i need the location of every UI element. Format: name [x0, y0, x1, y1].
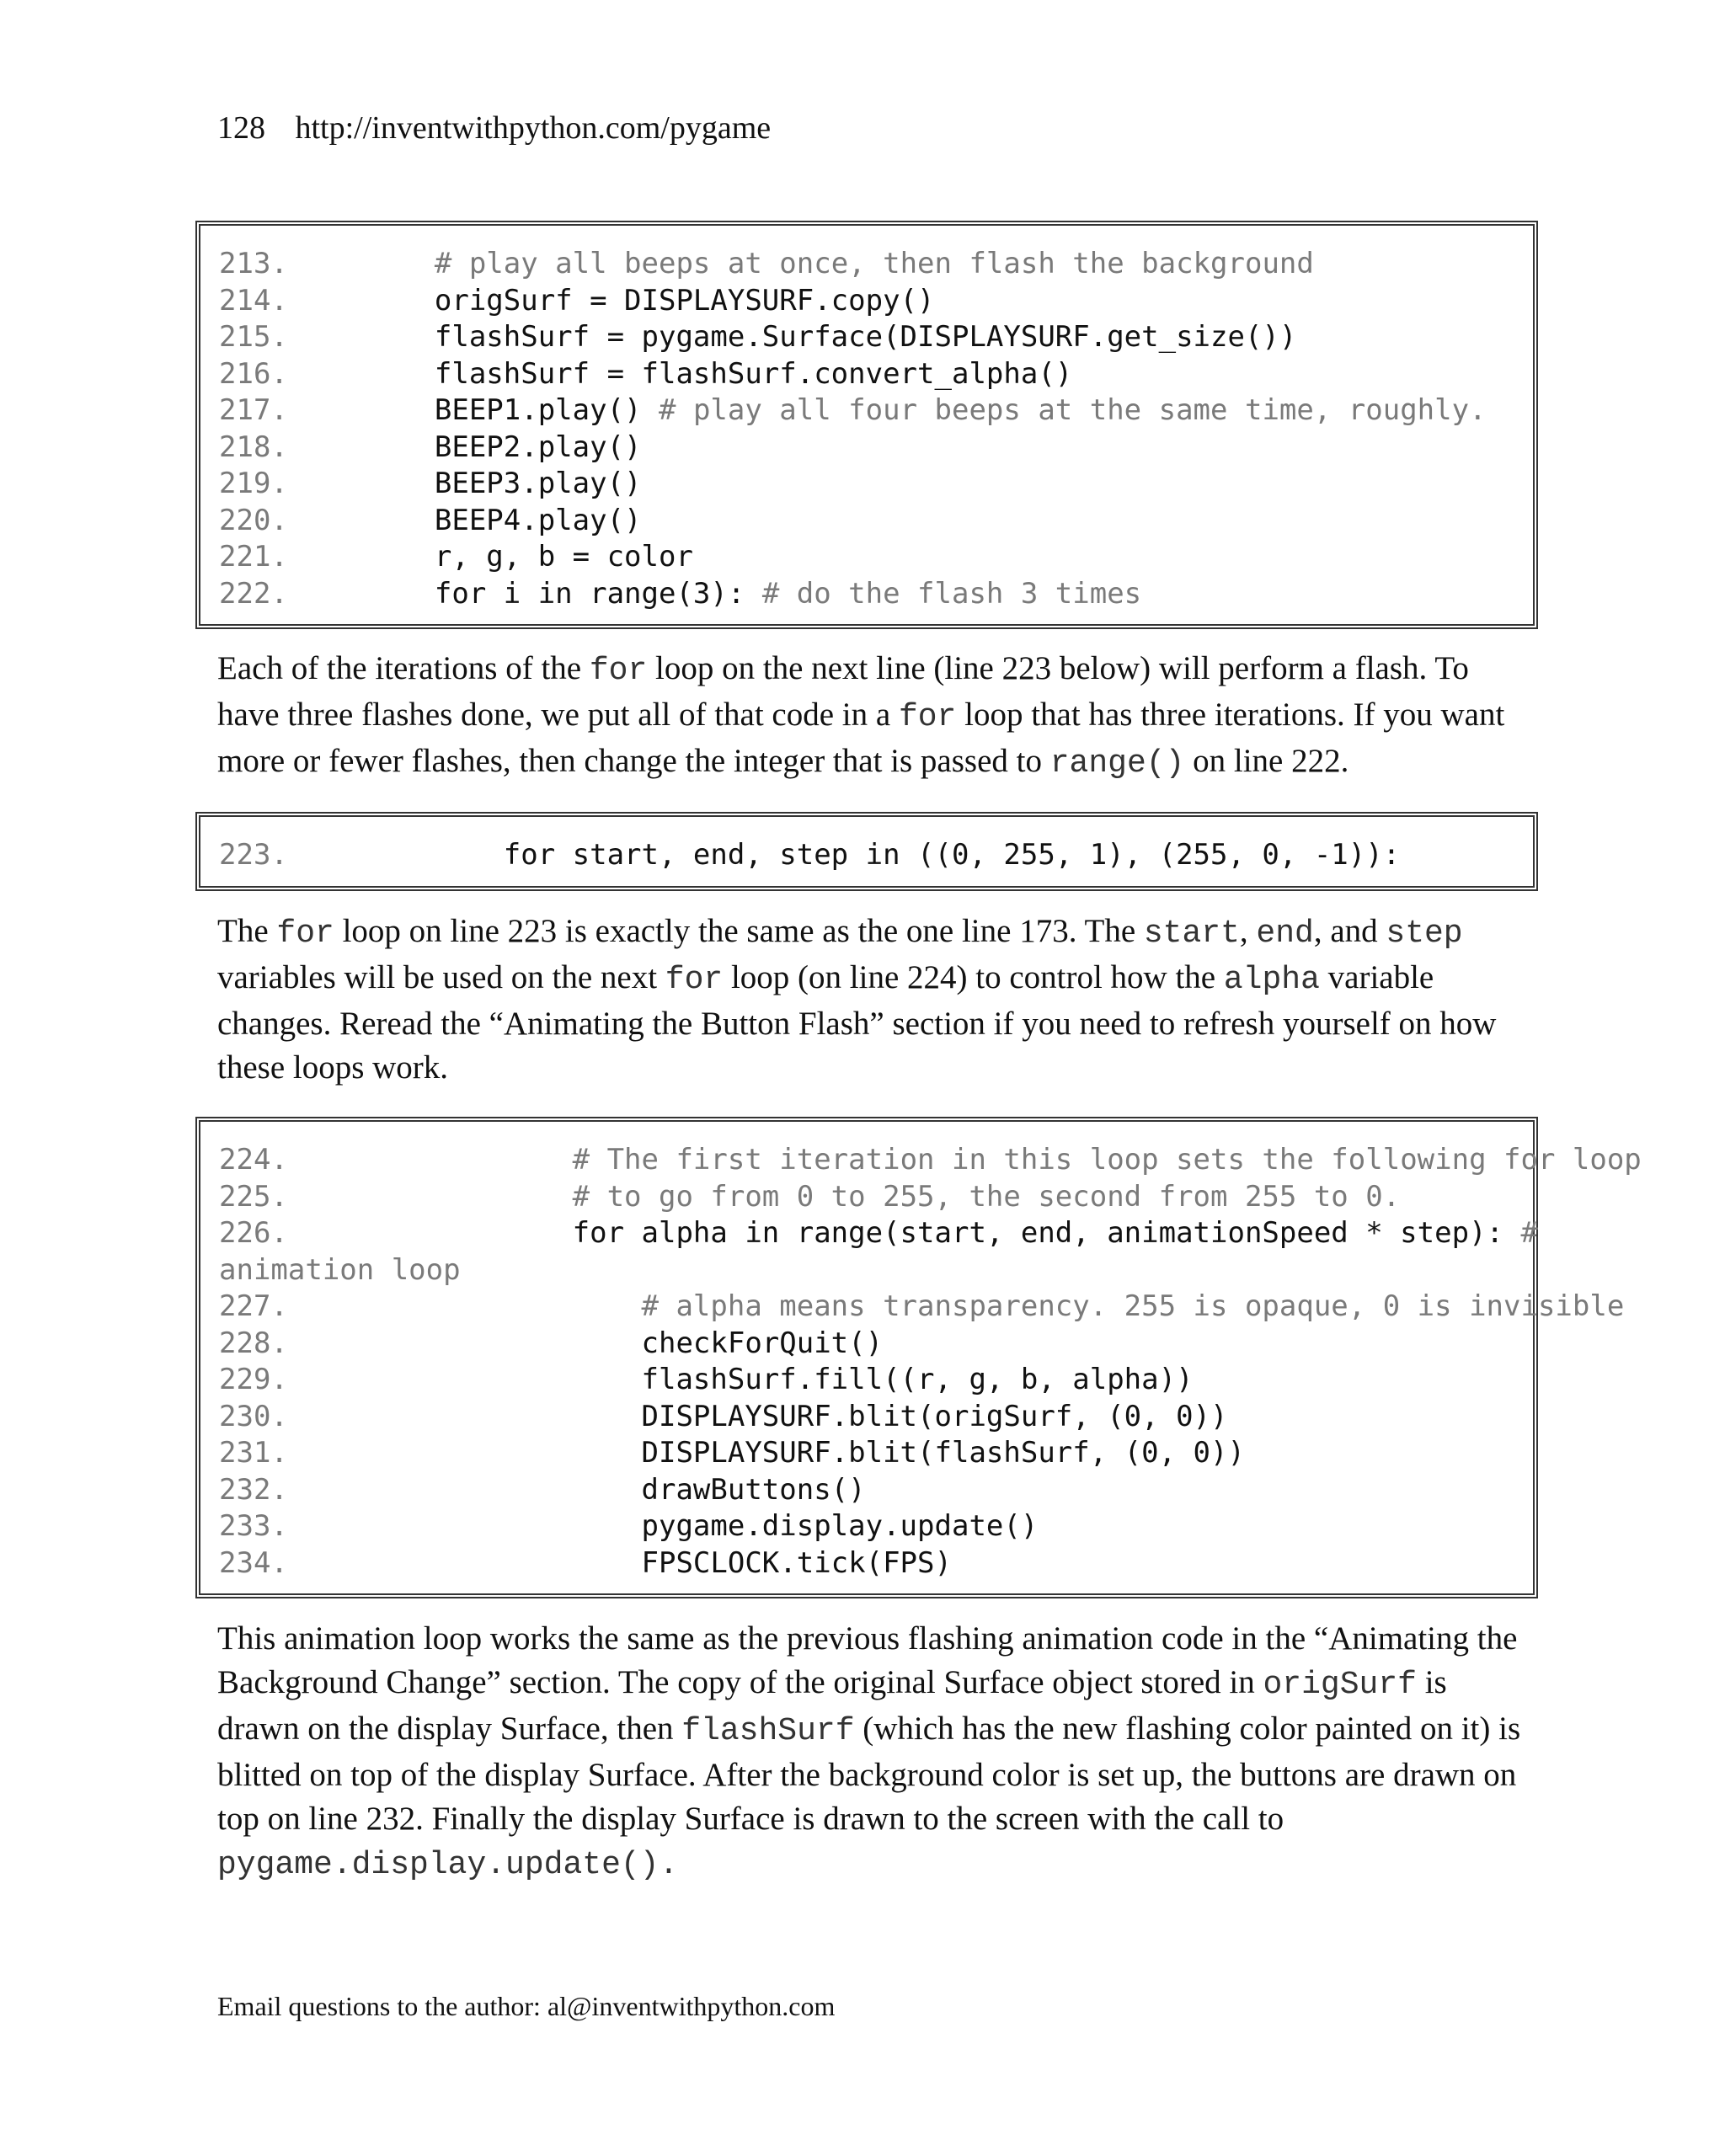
code-line: [219, 246, 1533, 283]
inline-code: for: [589, 653, 648, 689]
code-line: [219, 430, 1533, 467]
inline-code: for: [898, 699, 957, 735]
header-url: http://inventwithpython.com/pygame: [295, 110, 772, 146]
line-number: 228.: [219, 1326, 288, 1360]
line-number: 224.: [219, 1143, 288, 1177]
code-comment: animation loop: [219, 1252, 461, 1287]
paragraph-1: Each of the iterations of the for loop on the next line (line 223 below) will perform a flash. To have three flashes done, we put all of that code in a for loop that has three iterations. If you want more or fewer flashes, then change the integer that is passed to range() on line 222.: [217, 650, 1505, 782]
code-text: r, g, b = color: [366, 540, 693, 574]
inline-code: flashSurf: [681, 1713, 855, 1749]
line-number: 223.: [219, 838, 288, 872]
line-number: 220.: [219, 503, 288, 537]
code-text: BEEP2.play(): [366, 430, 642, 464]
inline-code: for: [276, 915, 334, 952]
line-number: 218.: [219, 430, 288, 464]
code-line: [219, 837, 1533, 874]
code-text: flashSurf = pygame.Surface(DISPLAYSURF.get_size()): [366, 320, 1297, 354]
code-line: [219, 1472, 1533, 1509]
line-number: 225.: [219, 1179, 288, 1214]
code-block-2: [195, 812, 1538, 891]
page-footer: Email questions to the author: al@inventwithpython.com: [217, 1991, 836, 2021]
code-line: [219, 283, 1533, 320]
code-text: for start, end, step in ((0, 255, 1), (255, 0, -1)):: [366, 838, 1401, 872]
code-text: DISPLAYSURF.blit(origSurf, (0, 0)): [366, 1399, 1228, 1433]
line-number: 229.: [219, 1363, 288, 1396]
code-line: [219, 576, 1533, 613]
code-text: FPSCLOCK.tick(FPS): [366, 1545, 952, 1580]
line-number: 216.: [219, 356, 288, 391]
inline-code: origSurf: [1263, 1667, 1417, 1703]
code-text: BEEP1.play(): [366, 393, 659, 427]
code-text: for alpha in range(start, end, animationSpeed * step):: [366, 1216, 1521, 1250]
code-text: [366, 1143, 573, 1177]
line-number: 231.: [219, 1436, 288, 1470]
paragraph-2: The for loop on line 223 is exactly the same as the one line 173. The start, end, and step variables will be used on the next for loop (on line 224) to control how the alpha variable changes. Reread the “Animating the Button Flash” section if you need to refresh yourself on how these loops work.: [217, 913, 1497, 1086]
line-number: 219.: [219, 467, 288, 500]
line-number: 222.: [219, 576, 288, 611]
code-text: checkForQuit(): [366, 1326, 884, 1360]
code-line: [219, 1362, 1533, 1399]
code-comment: #: [1520, 1216, 1538, 1250]
code-line: [219, 466, 1533, 503]
page-number: 128: [217, 110, 265, 146]
code-line: [219, 1289, 1625, 1326]
code-text: [366, 1289, 642, 1323]
line-number: 230.: [219, 1399, 288, 1433]
code-block-3: [195, 1117, 1642, 1598]
code-text: BEEP4.play(): [366, 503, 642, 537]
paragraph-3: This animation loop works the same as the previous flashing animation code in the “Animating the Background Change” section. The copy of the original Surface object stored in origSurf is drawn on the display Surface, then flashSurf (which has the new flashing color painted on it) is blitted on top of the display Surface. After the background color is set up, the buttons are drawn on top on line 232. Finally the display Surface is drawn to the screen with the call to pygame.display.update().: [217, 1620, 1521, 1883]
code-text: origSurf = DISPLAYSURF.copy(): [366, 283, 935, 318]
inline-code: step: [1386, 915, 1463, 952]
line-number: 217.: [219, 393, 288, 427]
code-text: flashSurf.fill((r, g, b, alpha)): [366, 1363, 1194, 1396]
code-block-1: [195, 221, 1538, 629]
line-number: 214.: [219, 283, 288, 318]
line-number: 232.: [219, 1472, 288, 1507]
line-number: 213.: [219, 247, 288, 280]
inline-code: alpha: [1223, 962, 1320, 998]
code-comment: # to go from 0 to 255, the second from 255 to 0.: [572, 1179, 1401, 1214]
code-text: DISPLAYSURF.blit(flashSurf, (0, 0)): [366, 1436, 1245, 1470]
code-line: [219, 392, 1533, 430]
code-comment: # The first iteration in this loop sets the following for loop: [572, 1143, 1642, 1177]
line-number: 227.: [219, 1289, 288, 1323]
line-number: 234.: [219, 1545, 288, 1580]
code-text: [366, 247, 435, 280]
code-comment: # play all beeps at once, then flash the background: [434, 247, 1314, 280]
code-line: [219, 1252, 1533, 1289]
code-text: drawButtons(): [366, 1472, 866, 1507]
code-line: [219, 539, 1533, 576]
code-line: [219, 1326, 1533, 1363]
page-header: [217, 108, 771, 148]
code-line: [219, 503, 1533, 540]
code-text: [366, 1180, 573, 1214]
line-number: 233.: [219, 1509, 288, 1543]
code-line: [219, 1179, 1533, 1216]
code-line: [219, 1215, 1538, 1252]
code-comment: # alpha means transparency. 255 is opaque, 0 is invisible: [641, 1289, 1625, 1323]
inline-code: pygame.display.update().: [217, 1847, 679, 1883]
code-text: for i in range(3):: [366, 576, 762, 611]
code-text: flashSurf = flashSurf.convert_alpha(): [366, 356, 1073, 391]
inline-code: start: [1143, 915, 1240, 952]
code-line: [219, 1399, 1533, 1436]
code-line: [219, 319, 1533, 356]
inline-code: end: [1256, 915, 1314, 952]
code-comment: # play all four beeps at the same time, roughly.: [659, 393, 1487, 427]
code-line: [219, 356, 1533, 393]
code-line: [219, 1142, 1642, 1179]
line-number: 226.: [219, 1216, 288, 1250]
inline-code: for: [665, 962, 724, 998]
code-comment: # do the flash 3 times: [761, 576, 1142, 611]
code-line: [219, 1508, 1533, 1545]
inline-code: range(): [1049, 745, 1185, 782]
line-number: 215.: [219, 320, 288, 354]
code-line: [219, 1545, 1533, 1582]
line-number: 221.: [219, 540, 288, 574]
code-line: [219, 1435, 1533, 1472]
code-text: pygame.display.update(): [366, 1509, 1039, 1543]
code-text: BEEP3.play(): [366, 467, 642, 500]
